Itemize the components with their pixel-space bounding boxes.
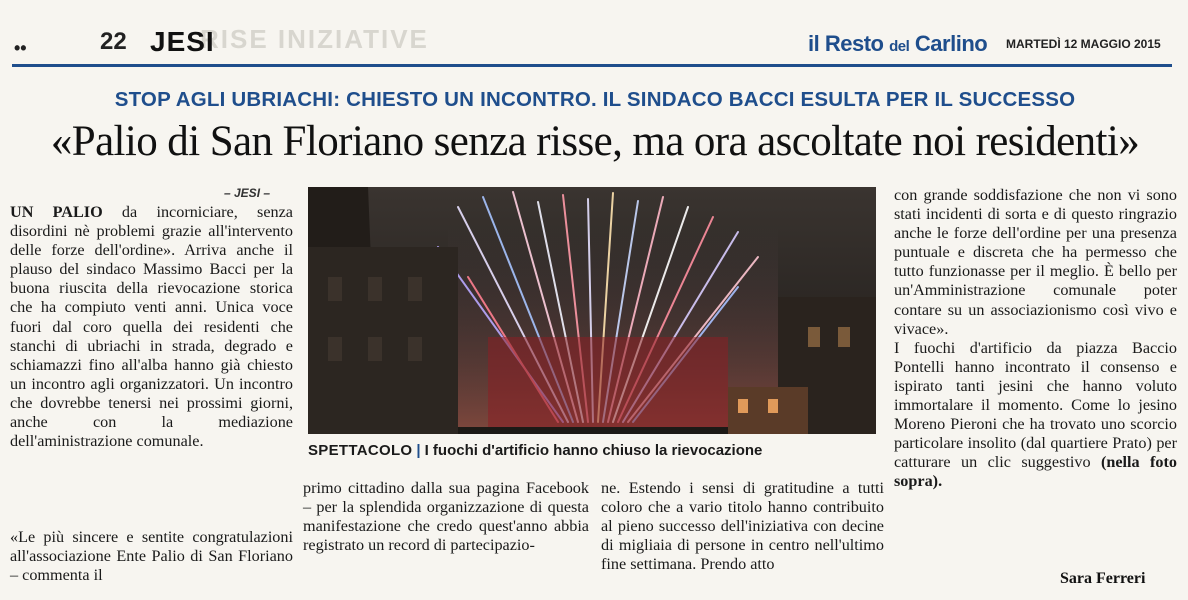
column-2-text: primo cittadino dalla sua pagina Facebook – per la splendida organizzazione di questa manifestazione che credo quest'anno abbia registrato un record di partecipazio- xyxy=(303,479,589,555)
column-1 xyxy=(10,203,293,451)
column-4-text-2: I fuochi d'artificio da piazza Baccio Pontelli hanno incontrato il consenso e ispirato tanti jesini che hanno voluto immortalare il momento. Come lo jesino Moreno Pieroni che ha trovato uno scorcio particolare insolito (dal quartiere Prato) per catturare un clic suggestivo xyxy=(894,338,1177,472)
page-marker: •• xyxy=(14,38,27,58)
dateline: – JESI – xyxy=(224,186,271,200)
page-header xyxy=(0,0,1188,68)
photo-caption xyxy=(308,442,876,459)
caption-kicker: SPETTACOLO xyxy=(308,442,413,459)
caption-separator: | xyxy=(416,442,421,459)
caption-text: I fuochi d'artificio hanno chiuso la rievocazione xyxy=(424,442,763,459)
column-4-photo-ref: (nella foto sopra). xyxy=(894,453,1177,491)
section-name: JESI xyxy=(150,26,215,57)
fireworks-image xyxy=(308,187,876,434)
column-4-text: con grande soddisfazione che non vi sono stati incidenti di sorta e di questo ringrazio anche le forze dell'ordine per una presenza puntuale e discreta che ha permesso che tutto funzionasse per il meglio. È bello per un'Amministrazione comunale poter contare su un associazionismo così vivo e vivace». xyxy=(894,186,1177,338)
column-3-text: ne. Estendo i sensi di gratitudine a tutti coloro che a vario titolo hanno contribuito al pieno successo dell'iniziativa con decine di migliaia di persone in centro nell'ultimo fine settimana. Prendo atto xyxy=(601,479,884,574)
author-signature: Sara Ferreri xyxy=(1060,570,1146,587)
brand-name: Carlino xyxy=(914,31,988,56)
column-1-text: da incorniciare, senza disordini nè problemi grazie all'intervento delle forze dell'ordine». Arriva anche il plauso del sindaco Massimo Bacci per la buona riuscita della rievocazione storica che ha compiuto venti anni. Unica voce fuori dal coro quella dei residenti che stanchi di ubriachi in strada, degrado e schiamazzi fino all'alba hanno già chiesto un incontro agli organizzatori. Un incontro che dovrebbe tenersi nei prossimi giorni, anche con la mediazione dell'aministrazione comunale. xyxy=(10,203,293,451)
header-rule xyxy=(12,64,1172,67)
lead-caps: UN PALIO xyxy=(10,203,103,221)
column-2 xyxy=(303,479,589,555)
article-headline: «Palio di San Floriano senza risse, ma ora ascoltate noi residenti» xyxy=(50,118,1140,165)
article-kicker: STOP AGLI UBRIACHI: CHIESTO UN INCONTRO. IL SINDACO BACCI ESULTA PER IL SUCCESSO xyxy=(114,88,1076,111)
brand-del: del xyxy=(889,38,910,55)
newspaper-logo xyxy=(808,31,987,57)
column-3 xyxy=(601,479,884,574)
brand-prefix: il Resto xyxy=(808,31,884,56)
column-4 xyxy=(894,186,1177,492)
page-number: 22 xyxy=(100,28,127,55)
fireworks-photo xyxy=(308,187,876,434)
bleed-through-text: RISE INIZIATIVE xyxy=(200,24,429,54)
issue-date: MARTEDÌ 12 MAGGIO 2015 xyxy=(1006,37,1161,51)
column-1-quote xyxy=(10,528,293,585)
column-1-quote-text: «Le più sincere e sentite congratulazioni all'associazione Ente Palio di San Floriano – commenta il xyxy=(10,528,293,585)
